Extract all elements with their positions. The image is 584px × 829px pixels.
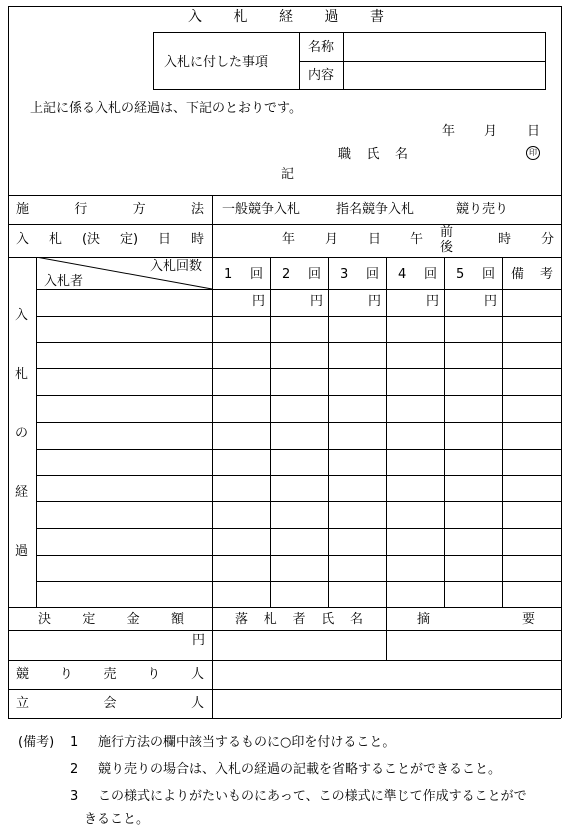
auctioneer-label: 競 り 売 り 人	[16, 667, 204, 682]
summary-field[interactable]	[388, 632, 559, 658]
yen-round-5: 円	[484, 294, 498, 309]
intro-text: 上記に係る入札の経過は、下記のとおりです。	[30, 101, 302, 116]
title-char: 入	[188, 9, 202, 25]
summary-label: 摘 要	[417, 612, 535, 627]
progress-vertical-label: 入	[15, 308, 29, 323]
dt-year: 年	[282, 232, 296, 247]
form-title	[188, 10, 384, 24]
subject-label: 入札に付した事項	[164, 55, 269, 70]
winner-name-field[interactable]	[214, 632, 384, 658]
note-1-num: 1	[70, 735, 79, 750]
method-option-designated[interactable]: 指名競争入札	[336, 202, 415, 217]
method-label: 施 行 方 法	[16, 202, 204, 217]
round-1-unit: 回	[250, 267, 264, 282]
note-3-text: この様式によりがたいものにあって、この様式に準じて作成することがで	[98, 789, 527, 804]
yen-round-2: 円	[310, 294, 324, 309]
title-char: 札	[233, 9, 248, 25]
dt-ampm: 午	[410, 232, 424, 247]
dt-day: 日	[368, 232, 382, 247]
seal-mark: 印	[526, 146, 540, 160]
witness-label: 立 会 人	[16, 696, 204, 711]
subject-name-field[interactable]	[345, 34, 544, 59]
date-day: 日	[527, 124, 541, 139]
frame-right	[561, 6, 562, 718]
round-4-num: 4	[398, 267, 407, 282]
frame-top	[8, 6, 561, 7]
round-2-num: 2	[282, 267, 291, 282]
ki-label: 記	[281, 167, 295, 182]
round-3-num: 3	[340, 267, 349, 282]
datetime-label: 入 札 (決 定) 日 時	[16, 232, 204, 247]
yen-round-3: 円	[368, 294, 382, 309]
dt-hour: 時	[498, 232, 512, 247]
yen-round-4: 円	[426, 294, 440, 309]
round-5-num: 5	[456, 267, 465, 282]
dt-before[interactable]: 前	[440, 225, 454, 240]
round-4-unit: 回	[424, 267, 438, 282]
yen-round-1: 円	[252, 294, 266, 309]
note-2-text: 競り売りの場合は、入札の経過の記載を省略することができること。	[98, 762, 502, 777]
diag-label-bidders: 入札者	[44, 274, 84, 289]
frame-left	[8, 6, 9, 718]
date-month: 月	[484, 124, 498, 139]
round-3-unit: 回	[366, 267, 380, 282]
diag-label-rounds: 入札回数	[150, 259, 203, 274]
decision-amount-label: 決 定 金 額	[38, 612, 184, 627]
winner-name-label: 落 札 者 氏 名	[235, 612, 363, 627]
content-label: 内容	[308, 68, 335, 83]
note-3-num: 3	[70, 789, 79, 804]
date-year: 年	[442, 124, 456, 139]
decision-yen: 円	[192, 633, 206, 648]
frame-bottom	[8, 718, 561, 719]
round-1-num: 1	[224, 267, 233, 282]
dt-minute: 分	[541, 232, 555, 247]
witness-field[interactable]	[214, 691, 559, 716]
round-5-unit: 回	[482, 267, 496, 282]
note-3-continuation: きること。	[84, 812, 150, 827]
dt-month: 月	[325, 232, 339, 247]
round-2-unit: 回	[308, 267, 322, 282]
note-1-text: 施行方法の欄中該当するものに○印を付けること。	[98, 735, 396, 750]
dt-after[interactable]: 後	[440, 240, 454, 255]
name-label: 名称	[308, 40, 335, 55]
official-label: 職 氏 名	[338, 147, 408, 162]
title-char: 経	[279, 9, 293, 25]
title-char: 過	[324, 9, 339, 25]
auctioneer-field[interactable]	[214, 662, 559, 687]
note-2-num: 2	[70, 762, 79, 777]
notes-prefix: (備考)	[18, 735, 55, 750]
subject-content-field[interactable]	[345, 63, 544, 88]
remarks-header: 備 考	[511, 267, 553, 282]
method-option-general[interactable]: 一般競争入札	[222, 202, 301, 217]
decision-amount-field[interactable]	[10, 632, 190, 658]
title-char: 書	[370, 9, 384, 25]
method-option-auction[interactable]: 競り売り	[456, 202, 509, 217]
